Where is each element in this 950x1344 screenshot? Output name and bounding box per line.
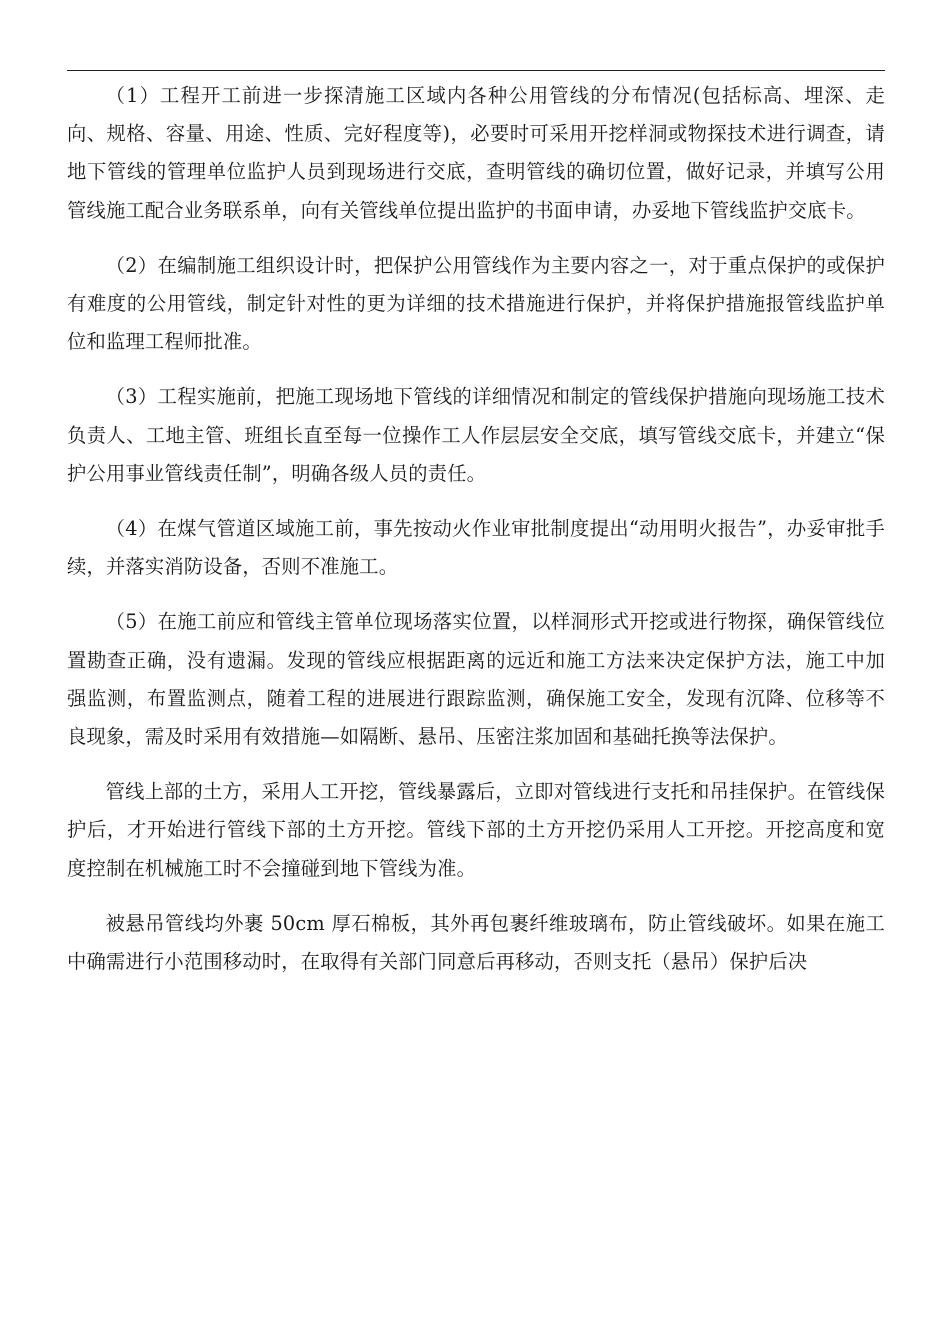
- paragraph-5: （5）在施工前应和管线主管单位现场落实位置，以样洞形式开挖或进行物探，确保管线位置勘查正确，没有遗漏。发现的管线应根据距离的远近和施工方法来决定保护方法，施工中加强监测，布置监测点，随着工程的进展进行跟踪监测，确保施工安全，发现有沉降、位移等不良现象，需及时采用有效措施—如隔断、悬吊、压密注浆加固和基础托换等法保护。: [67, 610, 885, 749]
- header-rule: [67, 70, 885, 71]
- paragraph-6: 管线上部的土方，采用人工开挖，管线暴露后，立即对管线进行支托和吊挂保护。在管线保护后，才开始进行管线下部的土方开挖。管线下部的土方开挖仍采用人工开挖。开挖高度和宽度控制在机械施工时不会撞碰到地下管线为准。: [67, 780, 885, 880]
- document-body: [67, 77, 885, 998]
- paragraph-1: （1）工程开工前进一步探清施工区域内各种公用管线的分布情况(包括标高、埋深、走向、规格、容量、用途、性质、完好程度等)，必要时可采用开挖样洞或物探技术进行调查，请地下管线的管理单位监护人员到现场进行交底，查明管线的确切位置，做好记录，并填写公用管线施工配合业务联系单，向有关管线单位提出监护的书面申请，办妥地下管线监护交底卡。: [67, 84, 885, 222]
- paragraph-7: 被悬吊管线均外裹 50cm 厚石棉板，其外再包裹纤维玻璃布，防止管线破坏。如果在施工中确需进行小范围移动时，在取得有关部门同意后再移动，否则支托（悬吊）保护后决: [67, 911, 885, 974]
- paragraph-3: （3）工程实施前，把施工现场地下管线的详细情况和制定的管线保护措施向现场施工技术负责人、工地主管、班组长直至每一位操作工人作层层安全交底，填写管线交底卡，并建立“保护公用事业管线责任制”，明确各级人员的责任。: [67, 385, 885, 485]
- paragraph-2: （2）在编制施工组织设计时，把保护公用管线作为主要内容之一，对于重点保护的或保护有难度的公用管线，制定针对性的更为详细的技术措施进行保护，并将保护措施报管线监护单位和监理工程师批准。: [67, 253, 885, 354]
- paragraph-4: （4）在煤气管道区域施工前，事先按动火作业审批制度提出“动用明火报告”，办妥审批手续，并落实消防设备，否则不准施工。: [67, 517, 885, 579]
